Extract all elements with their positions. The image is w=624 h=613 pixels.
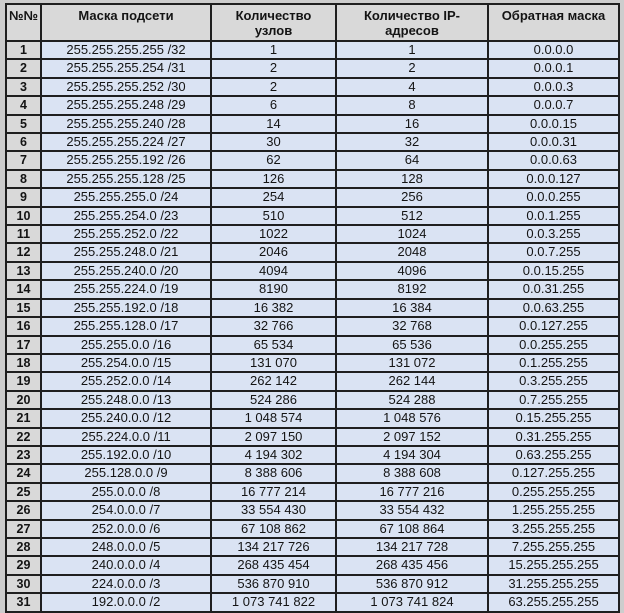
host-count-cell: 4 194 302 <box>211 446 336 464</box>
subnet-mask-cell: 252.0.0.0 /6 <box>41 520 211 538</box>
host-count-cell: 4094 <box>211 262 336 280</box>
row-number-cell: 7 <box>6 151 41 169</box>
wildcard-mask-cell: 1.255.255.255 <box>488 501 619 519</box>
ip-count-cell: 262 144 <box>336 372 488 390</box>
row-number-cell: 30 <box>6 575 41 593</box>
host-count-cell: 6 <box>211 96 336 114</box>
table-row <box>6 299 619 317</box>
table-row <box>6 225 619 243</box>
ip-count-cell: 131 072 <box>336 354 488 372</box>
host-count-cell: 510 <box>211 207 336 225</box>
header-label-line2: адресов <box>385 23 439 38</box>
ip-count-cell: 65 536 <box>336 336 488 354</box>
header-ip-count <box>336 4 488 41</box>
wildcard-mask-cell: 0.0.0.0 <box>488 41 619 59</box>
subnet-mask-cell: 255.255.224.0 /19 <box>41 280 211 298</box>
table-row <box>6 372 619 390</box>
subnet-mask-cell: 255.255.255.240 /28 <box>41 115 211 133</box>
subnet-mask-cell: 240.0.0.0 /4 <box>41 556 211 574</box>
row-number-cell: 20 <box>6 391 41 409</box>
ip-count-cell: 8 <box>336 96 488 114</box>
ip-count-cell: 268 435 456 <box>336 556 488 574</box>
wildcard-mask-cell: 15.255.255.255 <box>488 556 619 574</box>
wildcard-mask-cell: 0.31.255.255 <box>488 428 619 446</box>
row-number-cell: 17 <box>6 336 41 354</box>
wildcard-mask-cell: 0.0.1.255 <box>488 207 619 225</box>
subnet-mask-cell: 255.255.255.248 /29 <box>41 96 211 114</box>
subnet-mask-cell: 255.240.0.0 /12 <box>41 409 211 427</box>
ip-count-cell: 32 768 <box>336 317 488 335</box>
row-number-cell: 15 <box>6 299 41 317</box>
row-number-cell: 23 <box>6 446 41 464</box>
row-number-cell: 18 <box>6 354 41 372</box>
subnet-mask-cell: 248.0.0.0 /5 <box>41 538 211 556</box>
host-count-cell: 8190 <box>211 280 336 298</box>
table-row <box>6 243 619 261</box>
row-number-cell: 19 <box>6 372 41 390</box>
host-count-cell: 1 <box>211 41 336 59</box>
table-row <box>6 317 619 335</box>
host-count-cell: 126 <box>211 170 336 188</box>
row-number-cell: 2 <box>6 59 41 77</box>
host-count-cell: 268 435 454 <box>211 556 336 574</box>
host-count-cell: 2046 <box>211 243 336 261</box>
host-count-cell: 536 870 910 <box>211 575 336 593</box>
wildcard-mask-cell: 0.0.255.255 <box>488 336 619 354</box>
subnet-mask-cell: 255.255.255.254 /31 <box>41 59 211 77</box>
host-count-cell: 14 <box>211 115 336 133</box>
ip-count-cell: 1 073 741 824 <box>336 593 488 611</box>
table-row <box>6 501 619 519</box>
row-number-cell: 14 <box>6 280 41 298</box>
host-count-cell: 2 097 150 <box>211 428 336 446</box>
subnet-mask-cell: 255.255.255.128 /25 <box>41 170 211 188</box>
ip-count-cell: 8192 <box>336 280 488 298</box>
subnet-mask-cell: 255.255.255.192 /26 <box>41 151 211 169</box>
ip-count-cell: 4 <box>336 78 488 96</box>
wildcard-mask-cell: 0.0.15.255 <box>488 262 619 280</box>
ip-count-cell: 8 388 608 <box>336 464 488 482</box>
subnet-mask-cell: 255.128.0.0 /9 <box>41 464 211 482</box>
subnet-mask-cell: 254.0.0.0 /7 <box>41 501 211 519</box>
table-row <box>6 538 619 556</box>
subnet-mask-cell: 255.255.255.0 /24 <box>41 188 211 206</box>
wildcard-mask-cell: 0.0.0.31 <box>488 133 619 151</box>
host-count-cell: 2 <box>211 59 336 77</box>
wildcard-mask-cell: 31.255.255.255 <box>488 575 619 593</box>
wildcard-mask-cell: 0.3.255.255 <box>488 372 619 390</box>
table-row <box>6 428 619 446</box>
row-number-cell: 4 <box>6 96 41 114</box>
ip-count-cell: 4 194 304 <box>336 446 488 464</box>
row-number-cell: 26 <box>6 501 41 519</box>
host-count-cell: 33 554 430 <box>211 501 336 519</box>
ip-count-cell: 32 <box>336 133 488 151</box>
header-label: Обратная маска <box>501 8 606 23</box>
host-count-cell: 30 <box>211 133 336 151</box>
wildcard-mask-cell: 63.255.255.255 <box>488 593 619 611</box>
subnet-mask-cell: 255.248.0.0 /13 <box>41 391 211 409</box>
wildcard-mask-cell: 3.255.255.255 <box>488 520 619 538</box>
host-count-cell: 32 766 <box>211 317 336 335</box>
subnet-mask-cell: 255.255.255.255 /32 <box>41 41 211 59</box>
ip-count-cell: 256 <box>336 188 488 206</box>
ip-count-cell: 512 <box>336 207 488 225</box>
host-count-cell: 1022 <box>211 225 336 243</box>
header-label: Количество <box>235 8 312 23</box>
wildcard-mask-cell: 0.0.0.127 <box>488 170 619 188</box>
row-number-cell: 8 <box>6 170 41 188</box>
wildcard-mask-cell: 0.127.255.255 <box>488 464 619 482</box>
header-wildcard-mask <box>488 4 619 41</box>
row-number-cell: 13 <box>6 262 41 280</box>
ip-count-cell: 33 554 432 <box>336 501 488 519</box>
host-count-cell: 67 108 862 <box>211 520 336 538</box>
host-count-cell: 524 286 <box>211 391 336 409</box>
row-number-cell: 3 <box>6 78 41 96</box>
wildcard-mask-cell: 0.1.255.255 <box>488 354 619 372</box>
wildcard-mask-cell: 0.0.0.15 <box>488 115 619 133</box>
wildcard-mask-cell: 0.7.255.255 <box>488 391 619 409</box>
wildcard-mask-cell: 0.0.0.1 <box>488 59 619 77</box>
table-row <box>6 391 619 409</box>
table-row <box>6 41 619 59</box>
header-host-count <box>211 4 336 41</box>
table-row <box>6 520 619 538</box>
ip-count-cell: 2 <box>336 59 488 77</box>
subnet-mask-cell: 255.192.0.0 /10 <box>41 446 211 464</box>
row-number-cell: 11 <box>6 225 41 243</box>
ip-count-cell: 16 384 <box>336 299 488 317</box>
subnet-mask-cell: 255.0.0.0 /8 <box>41 483 211 501</box>
subnet-mask-cell: 255.255.254.0 /23 <box>41 207 211 225</box>
header-label: Количество IP- <box>364 8 460 23</box>
subnet-mask-cell: 255.255.255.252 /30 <box>41 78 211 96</box>
table-row <box>6 133 619 151</box>
header-subnet-mask <box>41 4 211 41</box>
ip-count-cell: 2048 <box>336 243 488 261</box>
ip-count-cell: 524 288 <box>336 391 488 409</box>
table-row <box>6 188 619 206</box>
wildcard-mask-cell: 0.0.0.7 <box>488 96 619 114</box>
subnet-mask-table-container <box>5 3 620 613</box>
ip-count-cell: 134 217 728 <box>336 538 488 556</box>
host-count-cell: 8 388 606 <box>211 464 336 482</box>
subnet-mask-cell: 255.252.0.0 /14 <box>41 372 211 390</box>
host-count-cell: 131 070 <box>211 354 336 372</box>
wildcard-mask-cell: 0.0.127.255 <box>488 317 619 335</box>
header-label: Маска подсети <box>78 8 174 23</box>
subnet-mask-cell: 255.255.252.0 /22 <box>41 225 211 243</box>
table-body <box>6 41 619 612</box>
wildcard-mask-cell: 0.63.255.255 <box>488 446 619 464</box>
table-row <box>6 96 619 114</box>
row-number-cell: 5 <box>6 115 41 133</box>
subnet-mask-cell: 255.255.240.0 /20 <box>41 262 211 280</box>
ip-count-cell: 4096 <box>336 262 488 280</box>
row-number-cell: 9 <box>6 188 41 206</box>
row-number-cell: 21 <box>6 409 41 427</box>
wildcard-mask-cell: 0.0.3.255 <box>488 225 619 243</box>
row-number-cell: 28 <box>6 538 41 556</box>
header-row-number <box>6 4 41 41</box>
header-label: №№ <box>9 8 38 23</box>
row-number-cell: 25 <box>6 483 41 501</box>
host-count-cell: 62 <box>211 151 336 169</box>
table-row <box>6 446 619 464</box>
host-count-cell: 2 <box>211 78 336 96</box>
wildcard-mask-cell: 7.255.255.255 <box>488 538 619 556</box>
table-row <box>6 151 619 169</box>
table-row <box>6 262 619 280</box>
host-count-cell: 1 073 741 822 <box>211 593 336 611</box>
row-number-cell: 24 <box>6 464 41 482</box>
row-number-cell: 27 <box>6 520 41 538</box>
host-count-cell: 1 048 574 <box>211 409 336 427</box>
table-row <box>6 170 619 188</box>
subnet-mask-cell: 192.0.0.0 /2 <box>41 593 211 611</box>
header-row <box>6 4 619 41</box>
ip-count-cell: 64 <box>336 151 488 169</box>
row-number-cell: 29 <box>6 556 41 574</box>
host-count-cell: 262 142 <box>211 372 336 390</box>
table-row <box>6 207 619 225</box>
ip-count-cell: 128 <box>336 170 488 188</box>
row-number-cell: 10 <box>6 207 41 225</box>
host-count-cell: 16 382 <box>211 299 336 317</box>
header-label-line2: узлов <box>254 23 293 38</box>
host-count-cell: 134 217 726 <box>211 538 336 556</box>
wildcard-mask-cell: 0.0.0.255 <box>488 188 619 206</box>
subnet-mask-cell: 255.255.255.224 /27 <box>41 133 211 151</box>
row-number-cell: 22 <box>6 428 41 446</box>
row-number-cell: 12 <box>6 243 41 261</box>
host-count-cell: 65 534 <box>211 336 336 354</box>
table-row <box>6 593 619 611</box>
subnet-mask-cell: 255.255.248.0 /21 <box>41 243 211 261</box>
table-row <box>6 280 619 298</box>
wildcard-mask-cell: 0.0.0.3 <box>488 78 619 96</box>
table-row <box>6 115 619 133</box>
subnet-mask-table <box>5 3 620 613</box>
subnet-mask-cell: 255.255.0.0 /16 <box>41 336 211 354</box>
ip-count-cell: 67 108 864 <box>336 520 488 538</box>
subnet-mask-cell: 255.255.128.0 /17 <box>41 317 211 335</box>
ip-count-cell: 2 097 152 <box>336 428 488 446</box>
wildcard-mask-cell: 0.0.0.63 <box>488 151 619 169</box>
table-row <box>6 409 619 427</box>
table-row <box>6 78 619 96</box>
host-count-cell: 16 777 214 <box>211 483 336 501</box>
subnet-mask-cell: 255.254.0.0 /15 <box>41 354 211 372</box>
wildcard-mask-cell: 0.15.255.255 <box>488 409 619 427</box>
ip-count-cell: 16 <box>336 115 488 133</box>
subnet-mask-cell: 224.0.0.0 /3 <box>41 575 211 593</box>
table-row <box>6 575 619 593</box>
host-count-cell: 254 <box>211 188 336 206</box>
table-row <box>6 59 619 77</box>
subnet-mask-cell: 255.255.192.0 /18 <box>41 299 211 317</box>
table-row <box>6 464 619 482</box>
wildcard-mask-cell: 0.255.255.255 <box>488 483 619 501</box>
wildcard-mask-cell: 0.0.63.255 <box>488 299 619 317</box>
wildcard-mask-cell: 0.0.31.255 <box>488 280 619 298</box>
row-number-cell: 6 <box>6 133 41 151</box>
table-header <box>6 4 619 41</box>
table-row <box>6 336 619 354</box>
row-number-cell: 31 <box>6 593 41 611</box>
subnet-mask-cell: 255.224.0.0 /11 <box>41 428 211 446</box>
row-number-cell: 1 <box>6 41 41 59</box>
ip-count-cell: 1 <box>336 41 488 59</box>
ip-count-cell: 1 048 576 <box>336 409 488 427</box>
table-row <box>6 556 619 574</box>
ip-count-cell: 16 777 216 <box>336 483 488 501</box>
table-row <box>6 483 619 501</box>
wildcard-mask-cell: 0.0.7.255 <box>488 243 619 261</box>
table-row <box>6 354 619 372</box>
ip-count-cell: 1024 <box>336 225 488 243</box>
ip-count-cell: 536 870 912 <box>336 575 488 593</box>
row-number-cell: 16 <box>6 317 41 335</box>
